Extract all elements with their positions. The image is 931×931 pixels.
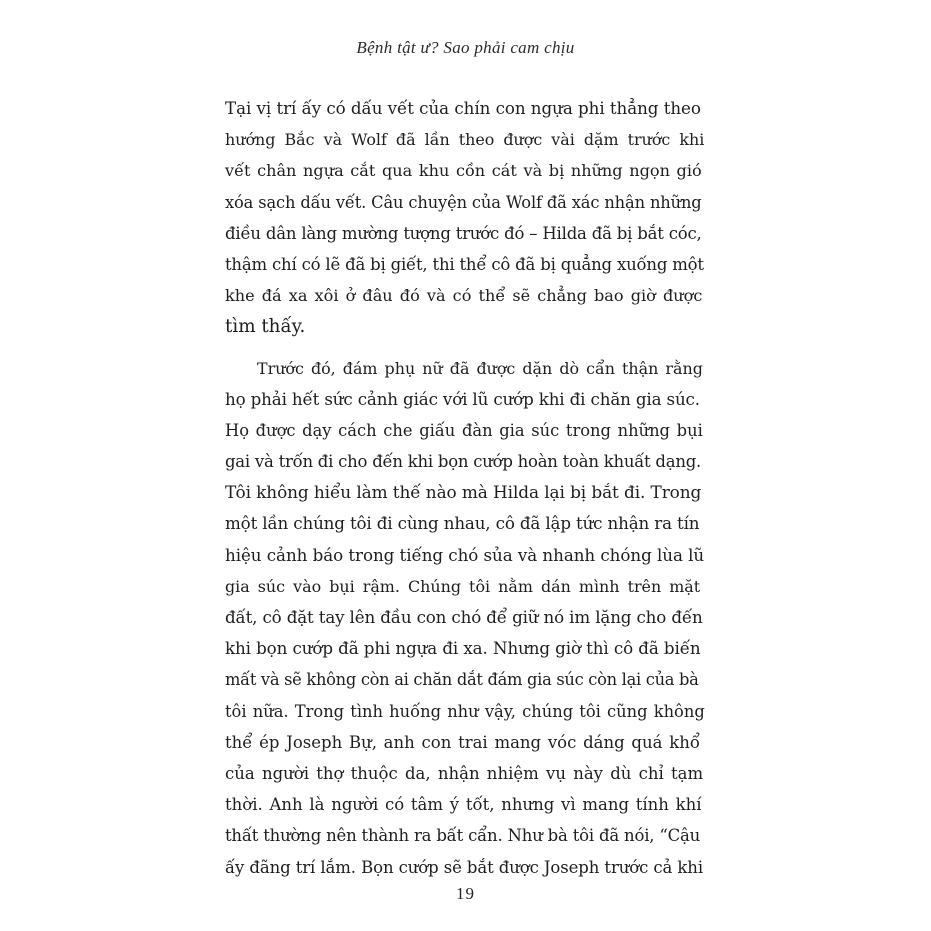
text-line: gia súc vào bụi rậm. Chúng tôi nằm dán mình trên mặt (225, 576, 701, 596)
text-line: khe đá xa xôi ở đâu đó và có thể sẽ chẳng bao giờ được (225, 286, 703, 306)
text-line: thể ép Joseph Bự, anh con trai mang vóc dáng quá khổ (225, 732, 700, 752)
text-line: ấy đãng trí lắm. Bọn cướp sẽ bắt được Joseph trước cả khi (225, 857, 704, 877)
text-line: đất, cô đặt tay lên đầu con chó để giữ nó im lặng cho đến (225, 607, 703, 627)
text-line: Trước đó, đám phụ nữ đã được dặn dò cẩn thận rằng (257, 358, 703, 378)
text-line: điều dân làng mường tượng trước đó – Hilda đã bị bắt cóc, (225, 223, 702, 243)
paragraph-gap (225, 343, 703, 353)
text-line: hiệu cảnh báo trong tiếng chó sủa và nhanh chóng lùa lũ (225, 544, 705, 565)
text-line: vết chân ngựa cắt qua khu cồn cát và bị những ngọn gió (225, 161, 702, 181)
text-line: Tại vị trí ấy có dấu vết của chín con ngựa phi thẳng theo (225, 98, 701, 118)
paragraph-2 (225, 353, 703, 883)
text-line: một lần chúng tôi đi cùng nhau, cô đã lập tức nhận ra tín (225, 513, 700, 534)
page-number: 19 (456, 884, 475, 903)
body-text (225, 93, 703, 883)
running-header: Bệnh tật ư? Sao phải cam chịu (356, 38, 575, 57)
paragraph-1 (225, 93, 703, 343)
text-line: khi bọn cướp đã phi ngựa đi xa. Nhưng giờ thì cô đã biến (225, 638, 701, 659)
text-line: hướng Bắc và Wolf đã lần theo được vài dặm trước khi (225, 130, 705, 150)
text-line: thời. Anh là người có tâm ý tốt, nhưng vì mang tính khí (225, 795, 702, 815)
text-line: thất thường nên thành ra bất cẩn. Như bà tôi đã nói, “Cậu (225, 826, 701, 846)
text-line: tôi nữa. Trong tình huống như vậy, chúng tôi cũng không (225, 701, 705, 721)
text-line: gai và trốn đi cho đến khi bọn cướp hoàn toàn khuất dạng. (225, 452, 702, 472)
text-line: xóa sạch dấu vết. Câu chuyện của Wolf đã xác nhận những (225, 192, 702, 212)
text-line: thậm chí có lẽ đã bị giết, thi thể cô đã bị quẳng xuống một (225, 254, 704, 274)
text-line: Họ được dạy cách che giấu đàn gia súc trong những bụi (225, 420, 703, 440)
text-line: của người thợ thuộc da, nhận nhiệm vụ này dù chỉ tạm (225, 763, 704, 783)
text-line: tìm thấy. (225, 316, 306, 338)
text-line: họ phải hết sức cảnh giác với lũ cướp khi đi chăn gia súc. (225, 388, 700, 409)
text-line: Tôi không hiểu làm thế nào mà Hilda lại bị bắt đi. Trong (225, 482, 702, 503)
text-line: mất và sẽ không còn ai chăn dắt đám gia súc còn lại của bà (225, 670, 699, 690)
